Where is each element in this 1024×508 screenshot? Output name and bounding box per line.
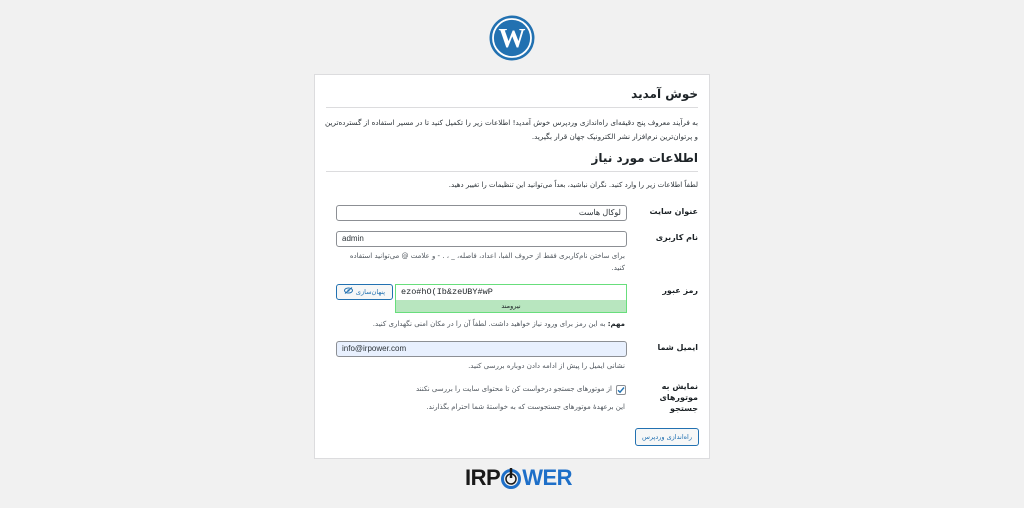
install-wordpress-button[interactable]: راه‌اندازی وردپرس <box>635 428 699 446</box>
required-info-heading: اطلاعات مورد نیاز <box>591 151 698 165</box>
password-label: رمز عبور <box>662 286 698 295</box>
brand-text-left: IRP <box>465 465 501 490</box>
discourage-search-label[interactable]: از موتورهای جستجو درخواست کن تا محتوای سایت را بررسی نکنند <box>415 385 612 393</box>
setup-card <box>314 74 710 459</box>
email-hint: نشانی ایمیل را پیش از ادامه دادن دوباره بررسی کنید. <box>468 362 625 370</box>
site-title-label: عنوان سایت <box>649 207 698 216</box>
divider <box>326 171 698 172</box>
email-input[interactable]: info@irpower.com <box>336 341 627 357</box>
irpower-logo <box>465 466 572 490</box>
important-label: مهم: <box>607 320 625 328</box>
welcome-text: به فرآیند معروف پنج دقیقه‌ای راه‌اندازی وردپرس خوش آمدید! اطلاعات زیر را تکمیل کنید تا در مسیر استفاده از گسترده‌ترین و پرتوان‌ترین نرم‌افزار نشر الکترونیک جهان قرار بگیرید. <box>325 118 698 141</box>
search-visibility-label: نمایش به موتورهای جستجو <box>659 382 698 413</box>
wordpress-logo-icon <box>489 15 535 61</box>
important-text: به این رمز برای ورود نیاز خواهید داشت. لطفاً آن را در مکان امنی نگهداری کنید. <box>372 320 606 328</box>
site-title-input[interactable]: لوکال هاست <box>336 205 627 221</box>
svg-text:W: W <box>498 23 526 53</box>
password-important-note <box>373 318 625 330</box>
password-input[interactable]: ezo#hO(Ib&zeUBY#wP <box>395 284 627 300</box>
search-visibility-note: این برعهدهٔ موتورهای جستجوست که به خواستهٔ شما احترام بگذارند. <box>426 403 625 411</box>
required-info-text: لطفاً اطلاعات زیر را وارد کنید. نگران نباشید، بعداً می‌توانید این تنظیمات را تغییر دهید. <box>448 181 698 189</box>
welcome-heading: خوش آمدید <box>631 87 698 101</box>
power-button-icon <box>500 467 522 489</box>
eye-slash-icon <box>344 285 353 299</box>
password-strength-meter: نیرومند <box>395 300 627 313</box>
hide-password-button[interactable] <box>336 284 393 300</box>
username-label: نام کاربری <box>655 233 698 242</box>
divider <box>326 107 698 108</box>
hide-password-label: پنهان‌سازی <box>355 288 386 296</box>
discourage-search-checkbox[interactable] <box>616 385 626 395</box>
username-input[interactable]: admin <box>336 231 627 247</box>
checkmark-icon <box>617 386 625 394</box>
brand-text-right: WER <box>522 465 573 490</box>
email-label: ایمیل شما <box>657 343 698 352</box>
username-hint: برای ساختن نام‌کاربری فقط از حروف الفبا، اعداد، فاصله، _ ، . - و علامت @ می‌توانید استفاده کنید. <box>349 252 625 272</box>
